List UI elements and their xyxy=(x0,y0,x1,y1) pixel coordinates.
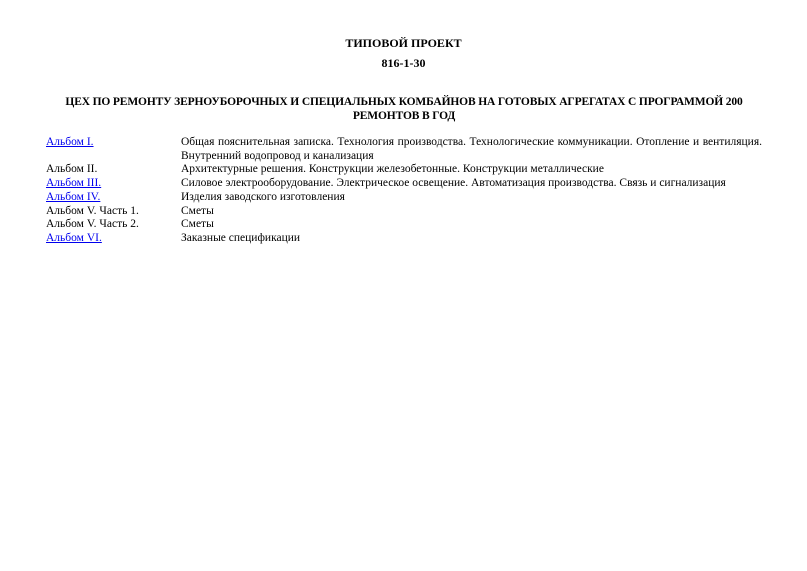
album-name: Альбом II. xyxy=(46,163,98,176)
project-title: ЦЕХ ПО РЕМОНТУ ЗЕРНОУБОРОЧНЫХ И СПЕЦИАЛЬНЫХ КОМБАЙНОВ НА ГОТОВЫХ АГРЕГАТАХ С ПРОГРАММОЙ 200 РЕМОНТОВ В ГОД xyxy=(65,96,743,122)
album-link[interactable]: Альбом VI. xyxy=(46,231,102,244)
album-description: Заказные спецификации xyxy=(181,231,301,244)
album-link[interactable]: Альбом III. xyxy=(46,177,102,190)
album-name-cell xyxy=(46,136,181,163)
album-description: Изделия заводского изготовления xyxy=(181,190,345,203)
album-name-cell xyxy=(46,177,181,191)
album-row xyxy=(46,191,762,205)
album-description: Общая пояснительная записка. Технология производства. Технологические коммуникации. Отопление и вентиляция. Внутренний водопровод и канализация xyxy=(181,136,762,162)
album-row xyxy=(46,136,762,163)
album-link[interactable]: Альбом IV. xyxy=(46,190,101,203)
album-row xyxy=(46,163,762,177)
album-row xyxy=(46,177,762,191)
album-row xyxy=(46,218,762,232)
album-link[interactable]: Альбом I. xyxy=(46,136,94,148)
album-list xyxy=(46,136,762,246)
album-description: Сметы xyxy=(181,204,214,217)
album-description: Сметы xyxy=(181,218,214,231)
album-name: Альбом V. Часть 1. xyxy=(46,204,139,217)
album-name: Альбом V. Часть 2. xyxy=(46,218,139,231)
album-row xyxy=(46,205,762,219)
album-description: Силовое электрооборудование. Электрическое освещение. Автоматизация производства. Связь и сигнализация xyxy=(181,177,726,190)
album-row xyxy=(46,232,762,246)
project-code: 816-1-30 xyxy=(381,56,426,70)
album-name-cell xyxy=(46,191,181,205)
album-name-cell xyxy=(46,232,181,246)
document-type-heading: ТИПОВОЙ ПРОЕКТ xyxy=(345,36,462,50)
album-description: Архитектурные решения. Конструкции железобетонные. Конструкции металлические xyxy=(181,163,604,176)
